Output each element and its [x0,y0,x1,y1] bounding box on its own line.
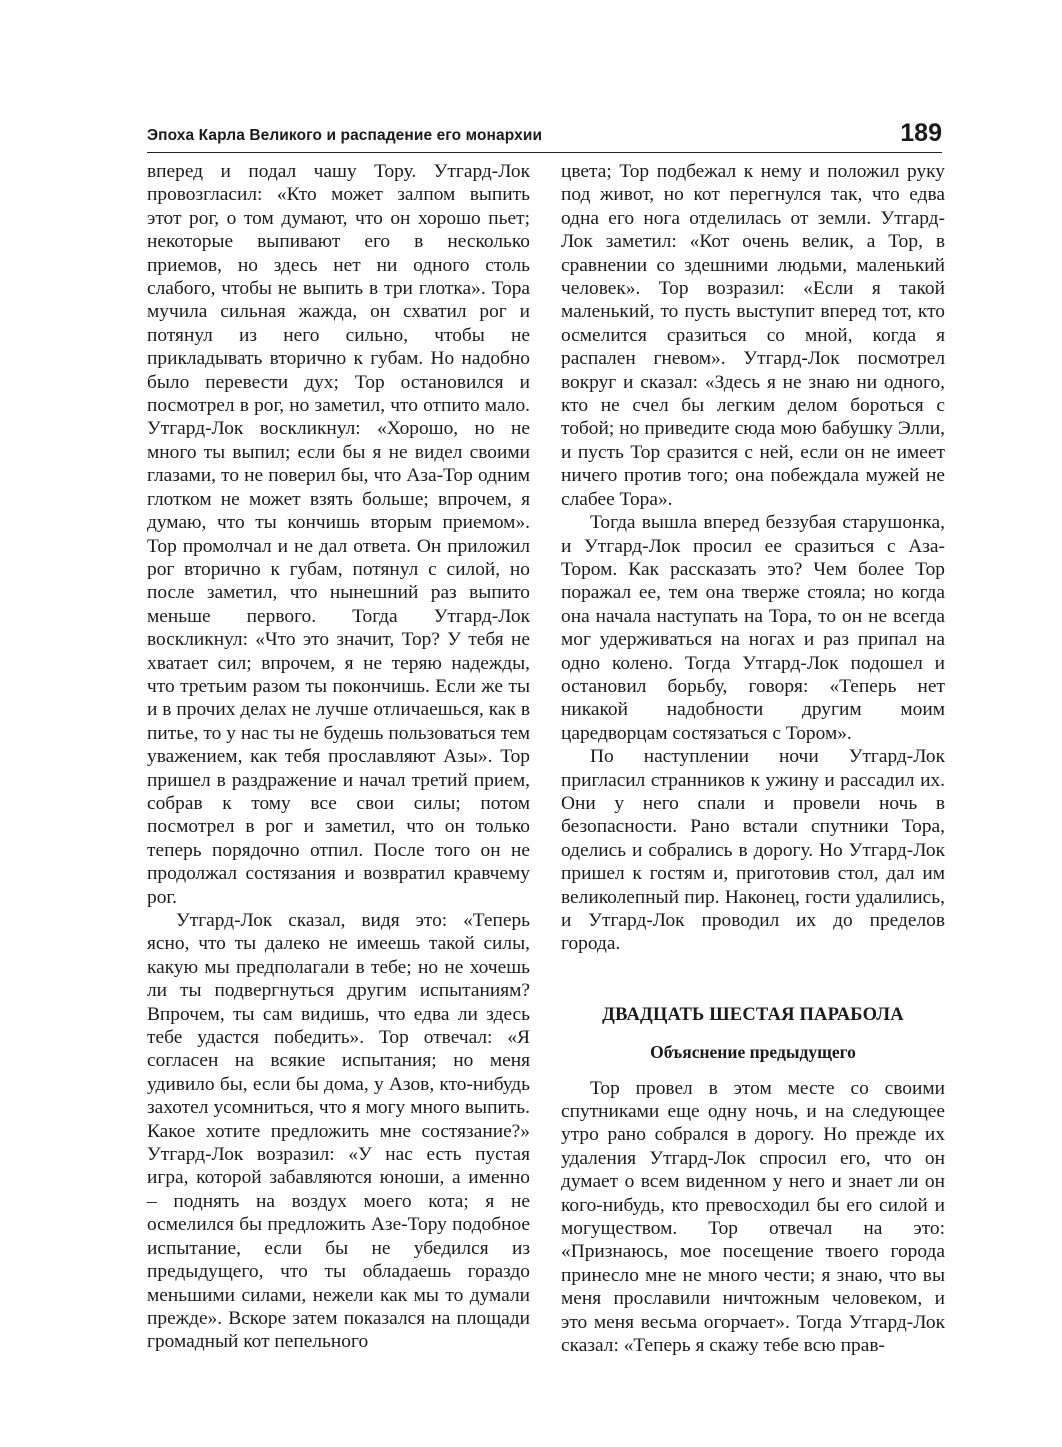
running-title: Эпоха Карла Великого и распадение его монархии [147,127,543,144]
section-subtitle: Объяснение предыдущего [650,1042,856,1063]
left-text-column [147,160,530,1354]
paragraph: Тор провел в этом месте со своими спутниками еще одну ночь, и на следующее утро рано собрался в дорогу. Но прежде их удаления Утгард-Лок спросил его, что он думает о всем виденном у него и знает ли он кого-нибудь, кто превосходил бы его силой и могуществом. Тор отвечал на это: «Признаюсь, мое посещение твоего города принесло мне не много чести; я знаю, что вы меня прославили ничтожным человеком, и это меня весьма огорчает». Тогда Утгард-Лок сказал: «Теперь я скажу тебе всю прав- [561,1077,945,1357]
paragraph: цвета; Тор подбежал к нему и положил руку под живот, но кот перегнулся так, что едва одна его нога отделилась от земли. Утгард-Лок заметил: «Кот очень велик, а Тор, в сравнении со здешними людьми, маленький человек». Тор возразил: «Если я такой маленький, то пусть выступит вперед тот, кто осмелится сразиться со мной, когда я распален гневом». Утгард-Лок посмотрел вокруг и сказал: «Здесь я не знаю ни одного, кто не счел бы легким делом бороться с тобой; но приведите сюда мою бабушку Элли, и пусть Тор сразится с ней, если он не имеет ничего против того; она побеждала мужей не слабее Тора». [561,161,945,510]
paragraph: вперед и подал чашу Тору. Утгард-Лок провозгласил: «Кто может залпом выпить этот рог, о том думают, что он хорошо пьет; некоторые выпивают его в несколько приемов, но здесь нет ни одного столь слабого, чтобы не выпить в три глотка». Тора мучила сильная жажда, он схватил рог и потянул из него сильно, чтобы не прикладывать вторично к губам. Но надобно было перевести дух; Тор остановился и посмотрел в рог, но заметил, что отпито мало. Утгард-Лок воскликнул: «Хорошо, но не много ты выпил; если бы я не видел своими глазами, то не поверил бы, что Аза-Тор одним глотком не может взять больше; впрочем, я думаю, что ты кончишь вторым приемом». Тор промолчал и не дал ответа. Он приложил рог вторично к губам, потянул с силой, но после заметил, что нынешний раз выпито меньше первого. Тогда Утгард-Лок воскликнул: «Что это значит, Тор? У тебя не хватает сил; впрочем, я не теряю надежды, что третьим разом ты покончишь. Если же ты и в прочих делах не лучше отличаешься, как в питье, то у нас ты не будешь пользоваться тем уважением, как тебя прославляют Азы». Тор пришел в раздражение и начал третий прием, собрав к тому все свои силы; потом посмотрел в рог и заметил, что он только теперь порядочно отпил. После того он не продолжал состязания и возвратил кравчему рог. [147,161,530,908]
page-header [147,112,942,153]
paragraph: Тогда вышла вперед беззубая старушонка, и Утгард-Лок просил ее сразиться с Аза-Тором. Как рассказать это? Чем более Тор поражал ее, тем она тверже стояла; но когда она начала наступать на Тора, то он не всегда мог удерживаться на ногах и раз припал на одно колено. Тогда Утгард-Лок подошел и остановил борьбу, говоря: «Теперь нет никакой надобности другим моим царедворцам состязаться с Тором». [561,512,945,744]
paragraph: По наступлении ночи Утгард-Лок пригласил странников к ужину и рассадил их. Они у него спали и провели ночь в безопасности. Рано встали спутники Тора, оделись и собрались в дорогу. Но Утгард-Лок пришел к гостям и, приготовив стол, дал им великолепный пир. Наконец, гости удалились, и Утгард-Лок проводил их до пределов города. [561,746,945,955]
paragraph: Утгард-Лок сказал, видя это: «Теперь ясно, что ты далеко не имеешь такой силы, какую мы предполагали в тебе; но не хочешь ли ты подвергнуться другим испытаниям? Впрочем, ты сам видишь, что едва ли здесь тебе удастся победить». Тор отвечал: «Я согласен на всякие испытания; но меня удивило бы, если бы дома, у Азов, кто-нибудь захотел усомниться, что я могу много выпить. Какое хотите предложить мне состязание?» Утгард-Лок возразил: «У нас есть пустая игра, которой забавляются юноши, а именно – поднять на воздух моего кота; я не осмелился бы предложить Азе-Тору подобное испытание, если бы не убедился из предыдущего, что ты обладаешь гораздо меньшими силами, нежели как мы то думали прежде». Вскоре затем показался на площади громадный кот пепельного [147,910,530,1353]
section-title: ДВАДЦАТЬ ШЕСТАЯ ПАРАБОЛА [602,1004,904,1025]
page-number: 189 [900,119,942,147]
right-text-column [561,160,945,1358]
